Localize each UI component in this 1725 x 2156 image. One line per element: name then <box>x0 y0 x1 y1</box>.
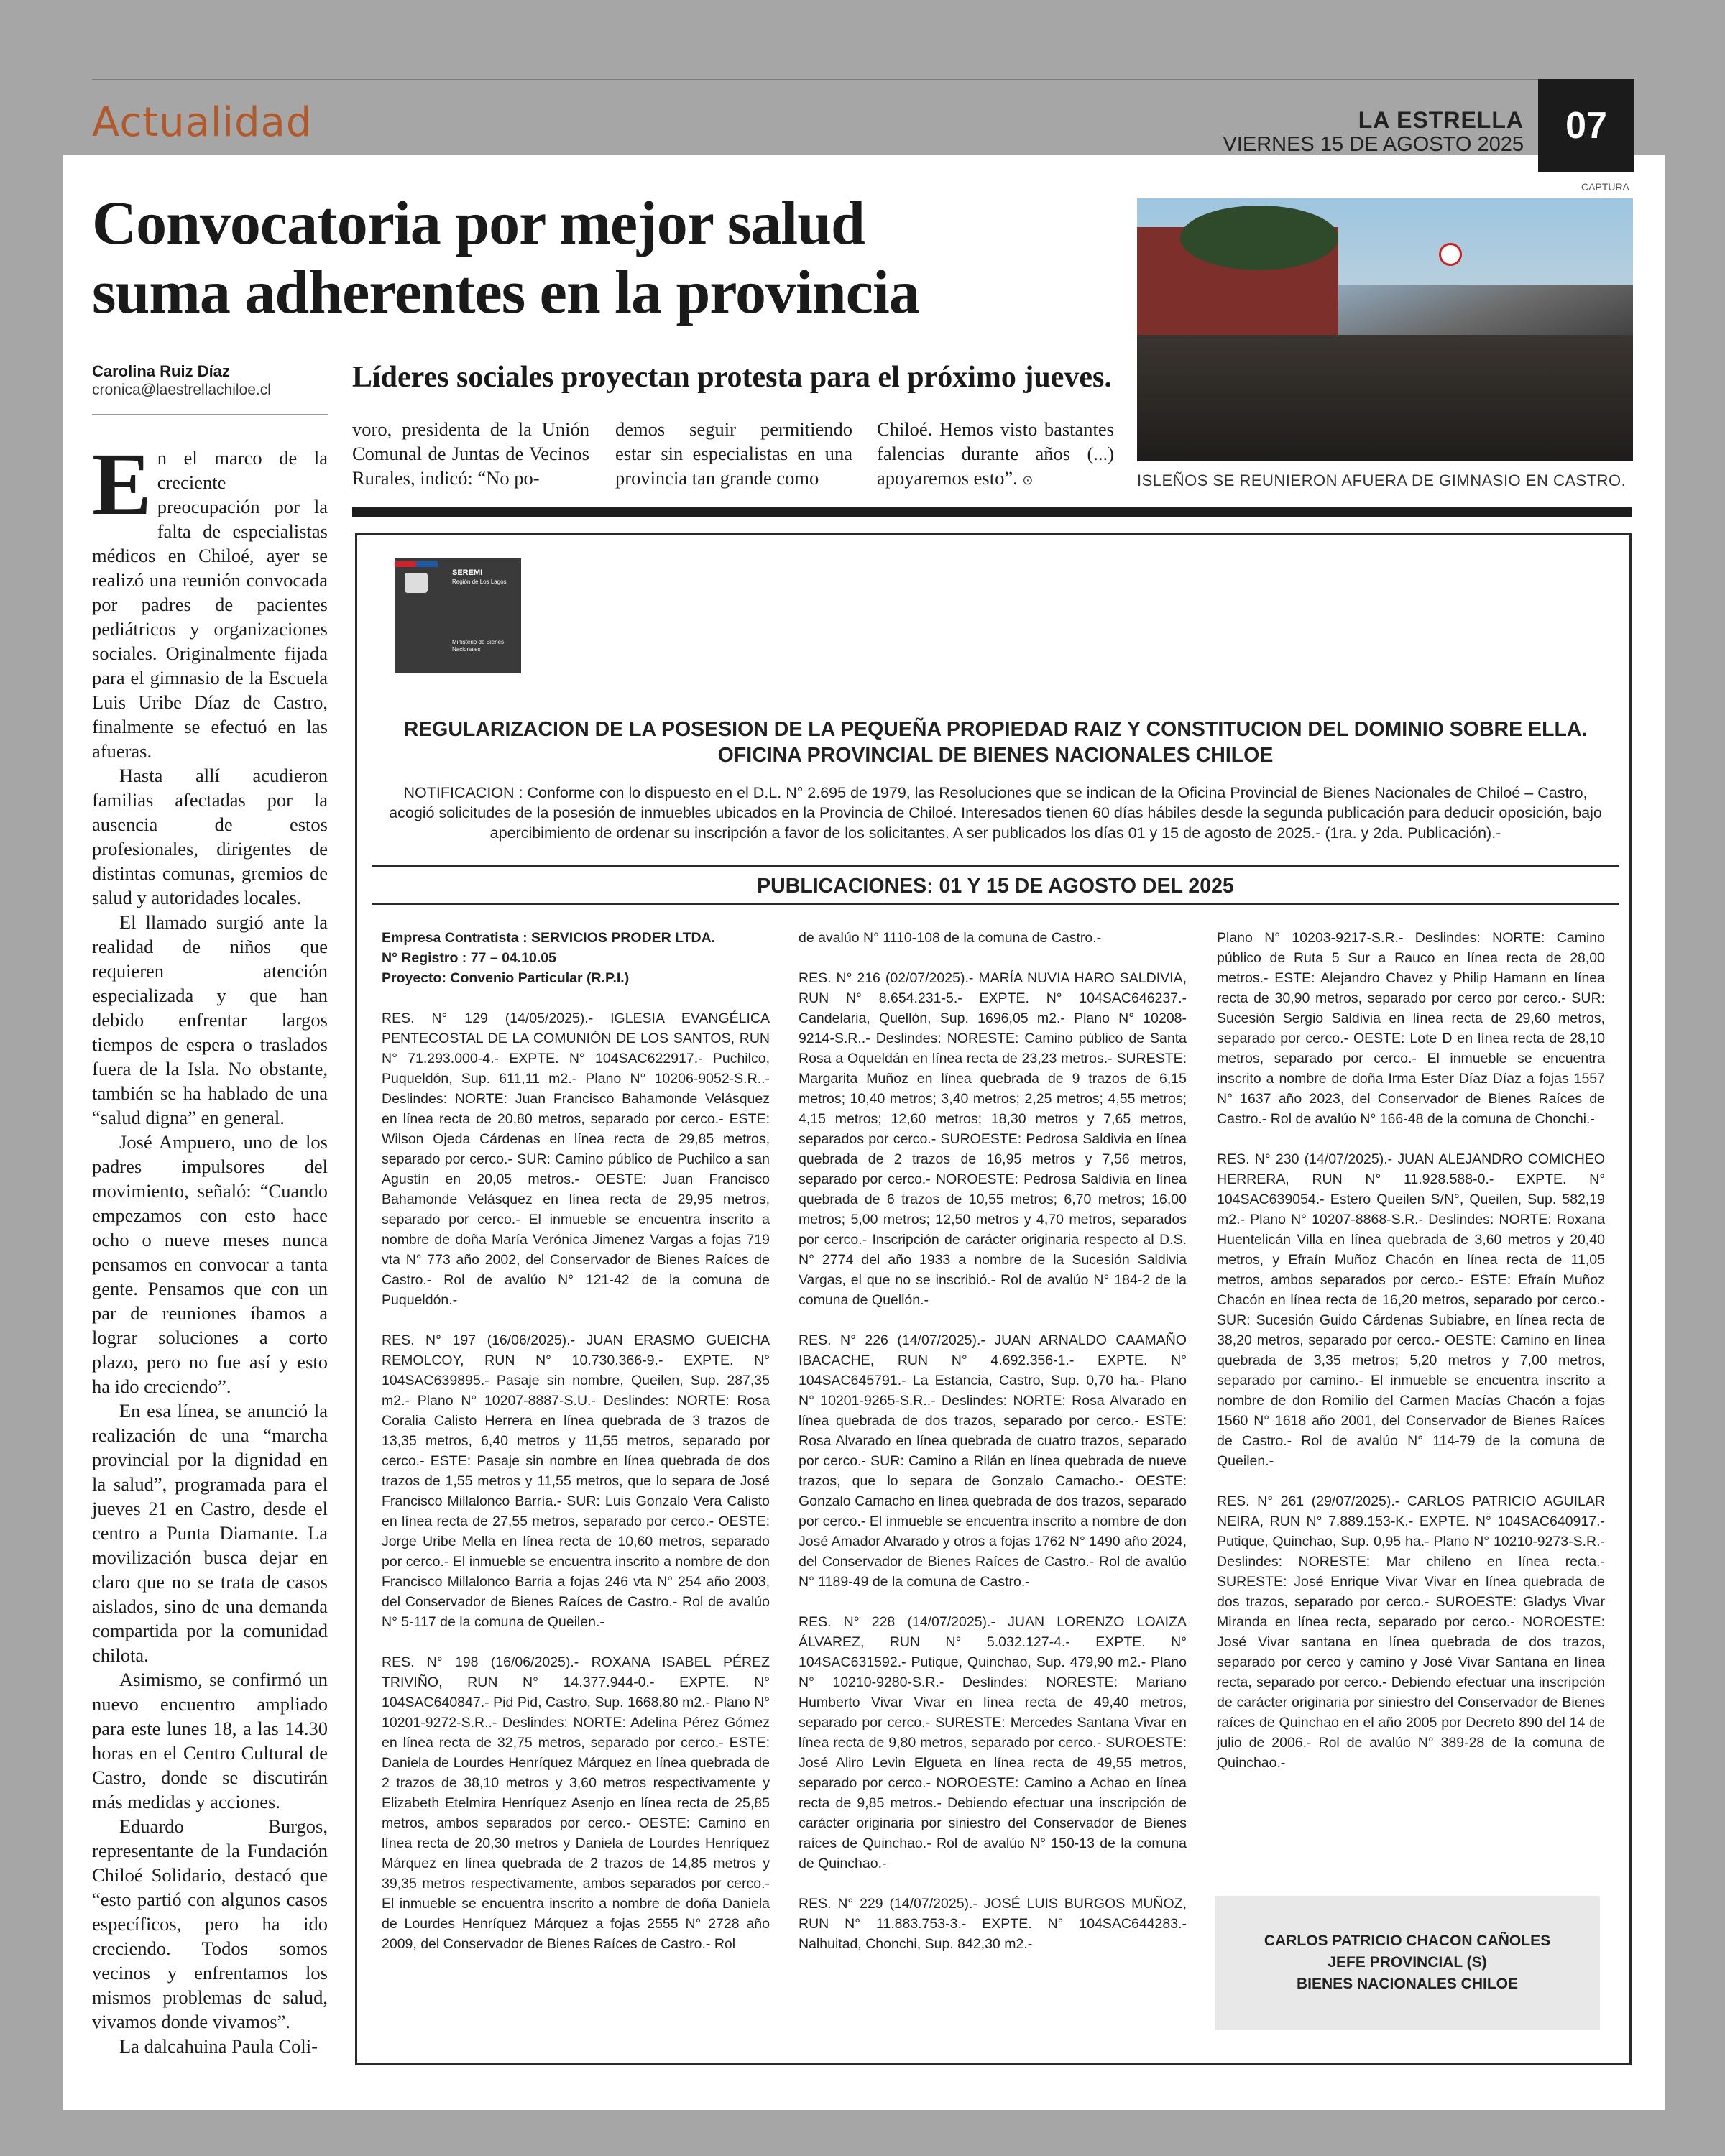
signature-box <box>1215 1896 1600 2030</box>
author-name: Carolina Ruiz Díaz <box>92 362 230 380</box>
resolution-261: RES. N° 261 (29/07/2025).- CARLOS PATRICIO AGUILAR NEIRA, RUN N° 7.889.153-K.- EXPTE. N° 104SAC640917.- Putique, Quinchao, Sup. 0,95 ha.- Plano N° 10210-9273-S.R.- Deslindes: NORESTE: Mar chileno en línea recta.- SURESTE: José Enrique Vivar Vivar en línea quebrada de dos trazos, separado por cerco.- SUROESTE: Gladys Vivar Miranda en línea recta, separado por cerco.- NOROESTE: José Vivar santana en línea quebrada de dos trazos, separado por cerco y camino y José Vivar Santana en línea recta, separado por cerco.- Debiendo efectuar una inscripción de carácter originaria por siniestro del Conservador de Bienes raíces de Quinchao en el año 2005 por Decreto 890 del 14 de julio de 2006.- Rol de avalúo N° 389-28 de la comuna de Quinchao.- <box>1217 1493 1605 1771</box>
logo-subtitle: Región de Los Lagos <box>452 579 507 585</box>
government-crest-icon <box>405 573 428 593</box>
headline <box>92 188 1141 326</box>
resolution-198: RES. N° 198 (16/06/2025).- ROXANA ISABEL PÉREZ TRIVIÑO, RUN N° 14.377.944-0.- EXPTE. N° 104SAC640847.- Pid Pid, Castro, Sup. 1668,80 m2.- Plano N° 10201-9272-S.R..- Deslindes: NORTE: Adelina Pérez Gómez en línea recta de 32,75 metros, separado por cerco.- ESTE: Daniela de Lourdes Henríquez Márquez en línea quebrada de 2 trazos de 38,10 metros y 3,60 metros respectivamente y Elizabeth Etelmira Henríquez Asenjo en línea recta de 25,85 metros, ambos separados por cerco.- OESTE: Camino en línea recta de 20,30 metros y Daniela de Lourdes Henríquez Márquez en línea quebrada de 2 trazos de 14,85 metros y 39,35 metros respectivamente, ambos separados por cerco.- El inmueble se encuentra inscrito a nombre de doña Daniela de Lourdes Henríquez Márquez a fojas 2555 N° 2728 año 2009, del Conservador de Bienes Raíces de Castro.- Rol <box>382 1654 770 1952</box>
continuation-column-2 <box>615 417 852 490</box>
page-number: 07 <box>1538 79 1634 172</box>
legal-notice-box <box>355 533 1632 2065</box>
paragraph-1 <box>92 435 328 763</box>
signer-name: CARLOS PATRICIO CHACON CAÑOLES <box>1264 1932 1551 1949</box>
project-line: Proyecto: Convenio Particular (R.P.I.) <box>382 970 630 986</box>
byline <box>92 362 271 400</box>
signer-role: JEFE PROVINCIAL (S) <box>1328 1954 1487 1971</box>
continuation-column-1 <box>352 417 589 490</box>
photo-caption: ISLEÑOS SE REUNIERON AFUERA DE GIMNASIO EN CASTRO. <box>1137 471 1627 489</box>
logo-flag-red <box>395 561 416 567</box>
logo-title: SEREMI <box>452 568 483 577</box>
resolution-216: RES. N° 216 (02/07/2025).- MARÍA NUVIA HARO SALDIVIA, RUN N° 8.654.231-5.- EXPTE. N° 104SAC646237.- Candelaria, Quellón, Sup. 1696,05 m2.- Plano N° 10208-9214-S.R..- Deslindes: NORESTE: Camino público de Santa Rosa a Oqueldán en línea recta de 23,23 metros.- SURESTE: Margarita Muñoz en línea quebrada de 9 trazos de 6,15 metros; 10,40 metros; 3,40 metros; 2,25 metros; 4,55 metros; 4,15 metros; 12,60 metros; 18,30 metros y 7,65 metros, separados por cerco.- SUROESTE: Pedrosa Saldivia en línea quebrada de 2 trazos de 16,95 metros y 7,56 metros, separado por cerco.- NOROESTE: Pedrosa Saldivia en línea quebrada de 6 trazos de 10,55 metros; 6,70 metros; 16,00 metros; 5,00 metros; 12,50 metros y 4,70 metros, separados por cerco.- Inscripción de carácter originaria respecto al D.S. N° 2774 del año 1933 a nombre de la Sucesión Saldivia Vargas, el que no se inscribió.- Rol de avalúo N° 184-2 de la comuna de Quellón.- <box>799 970 1187 1308</box>
notice-rule-bottom <box>372 903 1619 905</box>
headline-line-1: Convocatoria por mejor salud <box>92 188 865 257</box>
paragraph-7: Eduardo Burgos, representante de la Fundación Chiloé Solidario, destacó que “esto partió con algunos casos específicos, pero ha ido creciendo. Todos somos vecinos y enfrentamos los mismos problemas de salud, vivamos donde vivamos”. <box>92 1815 328 2032</box>
logo-ministry: Ministerio de Bienes Nacionales <box>452 639 505 653</box>
end-of-article-icon: ⊙ <box>1022 473 1034 488</box>
no-parking-sign-icon <box>1439 243 1462 266</box>
contractor-block <box>382 928 770 988</box>
notice-title <box>372 717 1619 768</box>
author-email: cronica@laestrellachiloe.cl <box>92 382 271 398</box>
article-photo <box>1137 198 1633 461</box>
paragraph-5: En esa línea, se anunció la realización de una “marcha provincial por la dignidad en la salud”, programada para el jueves 21 en Castro, desde el centro a Punta Diamante. La movilización busca dejar en claro que no se trata de casos aislados, sino de una demanda compartida por la comunidad chilota. <box>92 1400 328 1666</box>
resolution-229: RES. N° 229 (14/07/2025).- JOSÉ LUIS BURGOS MUÑOZ, RUN N° 11.883.753-3.- EXPTE. N° 104SAC644283.- Nalhuitad, Chonchi, Sup. 842,30 m2.- <box>799 1896 1187 1952</box>
paragraph-6: Asimismo, se confirmó un nuevo encuentro ampliado para este lunes 18, a las 14.30 horas en el Centro Cultural de Castro, donde se discutirán más medidas y acciones. <box>92 1669 328 1812</box>
article-bottom-rule <box>352 507 1632 517</box>
continuation-text-3: Chiloé. Hemos visto bastantes falencias durante años (...) apoyaremos esto”. <box>877 418 1114 489</box>
byline-rule <box>92 414 328 415</box>
resolution-197: RES. N° 197 (16/06/2025).- JUAN ERASMO GUEICHA REMOLCOY, RUN N° 10.730.366-9.- EXPTE. N° 104SAC639895.- Pasaje sin nombre, Queilen, Sup. 287,35 m2.- Plano N° 10207-8887-S.U.- Deslindes: NORTE: Rosa Coralia Calisto Herrera en línea quebrada de 3 trazos de 13,35 metros, 6,40 metros y 11,55 metros, separado por cerco.- ESTE: Pasaje sin nombre en línea quebrada de dos trazos de 1,55 metros y 11,55 metros, que lo separa de José Francisco Millalonco Barría.- SUR: Luis Gonzalo Vera Calisto en línea recta de 27,55 metros, separado por cerco.- OESTE: Jorge Uribe Mella en línea recta de 10,60 metros, separado por cerco.- El inmueble se encuentra inscrito a nombre de don Francisco Millalonco Barria a fojas 246 vta N° 254 año 2003, del Conservador de Bienes Raíces de Castro.- Rol de avalúo N° 5-117 de la comuna de Queilen.- <box>382 1332 770 1630</box>
resolution-226: RES. N° 226 (14/07/2025).- JUAN ARNALDO CAAMAÑO IBACACHE, RUN N° 4.692.356-1.- EXPTE. N° 104SAC645791.- La Estancia, Castro, Sup. 0,70 ha.- Plano N° 10201-9265-S.R..- Deslindes: NORTE: Rosa Alvarado en línea quebrada de dos trazos, separado por cerco.- ESTE: Rosa Alvarado en línea quebrada de cuatro trazos, separado por cerco.- SUR: Camino a Rilán en línea quebrada de nueve trazos, que lo separa de Gonzalo Camacho.- OESTE: Gonzalo Camacho en línea quebrada de dos trazos, separado por cerco.- El inmueble se encuentra inscrito a nombre de don José Amador Alvarado y otros a fojas 1762 N° 1490 año 2024, del Conservador de Bienes Raíces de Castro.- Rol de avalúo N° 1189-49 de la comuna de Castro.- <box>799 1332 1187 1590</box>
resolution-230: RES. N° 230 (14/07/2025).- JUAN ALEJANDRO COMICHEO HERRERA, RUN N° 11.928.588-0.- EXPTE. N° 104SAC639054.- Estero Queilen S/N°, Queilen, Sup. 582,19 m2.- Plano N° 10207-8868-S.R.- Deslindes: NORTE: Roxana Huentelicán Villa en línea quebrada de 3,60 metros y 20,40 metros, y Efraín Muñoz Chacón en línea recta de 11,05 metros, ambos separados por cerco.- ESTE: Efraín Muñoz Chacón en línea recta de 16,20 metros, separado por cerco.- SUR: Sucesión Guido Cárdenas Subiabre, en línea recta de 38,20 metros, separado por cerco.- OESTE: Camino en línea quebrada de 3,35 metros; 5,20 metros y 7,00 metros, separado por camino.- El inmueble se encuentra inscrito a nombre de don Romilio del Carmen Macías Chacón a fojas 1560 N° 1618 año 2001, del Conservador de Bienes Raíces de Castro.- Rol de avalúo N° 114-79 de la comuna de Queilen.- <box>1217 1151 1605 1469</box>
resolution-198-continued: de avalúo N° 1110-108 de la comuna de Castro.- <box>799 930 1102 946</box>
notice-title-line-1: REGULARIZACION DE LA POSESION DE LA PEQUEÑA PROPIEDAD RAIZ Y CONSTITUCION DEL DOMINIO SOBRE ELLA. <box>403 718 1588 741</box>
issue-date: VIERNES 15 DE AGOSTO 2025 <box>1223 133 1524 156</box>
notice-rule-top <box>372 865 1619 867</box>
headline-line-2: suma adherentes en la provincia <box>92 257 919 326</box>
newspaper-name: LA ESTRELLA <box>1358 107 1524 133</box>
notice-column-3 <box>1217 928 1605 1793</box>
section-label: Actualidad <box>92 99 313 146</box>
resolution-229-continued: Plano N° 10203-9217-S.R.- Deslindes: NORTE: Camino público de Ruta 5 Sur a Rauco en línea recta de 28,00 metros.- ESTE: Alejandro Chavez y Philip Hamann en línea recta de 30,90 metros, separado por cerco por cerco.- SUR: Sucesión Sergio Saldivia en línea recta de 29,60 metros, separado por cerco.- OESTE: Lote D en línea recta de 28,10 metros, separado por cerco.- El inmueble se encuentra inscrito a nombre de doña Irma Ester Díaz Díaz a fojas 1557 N° 1637 año 2023, del Conservador de Bienes Raíces de Castro.- Rol de avalúo N° 166-48 de la comuna de Chonchi.- <box>1217 930 1605 1127</box>
notice-title-line-2: OFICINA PROVINCIAL DE BIENES NACIONALES CHILOE <box>717 744 1274 767</box>
photo-trees <box>1180 206 1338 270</box>
photo-crowd <box>1137 335 1633 461</box>
photo-credit: CAPTURA <box>1581 181 1629 193</box>
resolution-129: RES. N° 129 (14/05/2025).- IGLESIA EVANGÉLICA PENTECOSTAL DE LA COMUNIÓN DE LOS SANTOS, RUN N° 71.293.000-4.- EXPTE. N° 104SAC622917.- Puchilco, Puqueldón, Sup. 611,11 m2.- Plano N° 10206-9052-S.R..- Deslindes: NORTE: Juan Francisco Bahamonde Velásquez en línea recta de 20,80 metros, separado por cerco.- ESTE: Wilson Ojeda Cárdenas en línea recta de 29,85 metros, separado por cerco.- SUR: Camino público de Puchilco a san Agustín en 20,05 metros.- OESTE: Juan Francisco Bahamonde Velásquez en línea recta de 29,95 metros, separado por cerco.- El inmueble se encuentra inscrito a nombre de doña María Verónica Jimenez Vargas a fojas 719 vta N° 773 año 2002, del Conservador de Bienes Raíces de Castro.- Rol de avalúo N° 121-42 de la comuna de Puqueldón.- <box>382 1010 770 1308</box>
paragraph-2: Hasta allí acudieron familias afectadas por la ausencia de estos profesionales, dirigentes de distintas comunas, gremios de salud y autoridades locales. <box>92 765 328 908</box>
seremi-logo <box>395 558 521 673</box>
notice-column-1 <box>382 928 770 1974</box>
masthead <box>1223 108 1524 157</box>
resolution-228: RES. N° 228 (14/07/2025).- JUAN LORENZO LOAIZA ÁLVAREZ, RUN N° 5.032.127-4.- EXPTE. N° 104SAC631592.- Putique, Quinchao, Sup. 479,90 m2.- Plano N° 10210-9280-S.R.- Deslindes: NORESTE: Mariano Humberto Vivar Vivar en línea recta de 49,40 metros, separado por cerco.- SURESTE: Mercedes Santana Vivar en línea recta de 9,80 metros, separado por cerco.- SUROESTE: José Aliro Levin Elgueta en línea recta de 49,55 metros, separado por cerco.- NOROESTE: Camino a Achao en línea recta de 9,85 metros.- Debiendo efectuar una inscripción de carácter originaria por siniestro del Conservador de Bienes raíces de Quinchao.- Rol de avalúo N° 150-13 de la comuna de Quinchao.- <box>799 1614 1187 1871</box>
registry-line: N° Registro : 77 – 04.10.05 <box>382 950 556 966</box>
paragraph-8: La dalcahuina Paula Coli- <box>119 2035 318 2057</box>
publication-dates: PUBLICACIONES: 01 Y 15 DE AGOSTO DEL 2025 <box>757 875 1234 898</box>
continuation-text-1: voro, presidenta de la Unión Comunal de Juntas de Vecinos Rurales, indicó: “No po- <box>352 418 589 489</box>
header-rule <box>92 79 1630 80</box>
paragraph-1-text: n el marco de la creciente preocupación por la falta de especialistas médicos en Chiloé, ayer se realizó una reunión convocada por padres de pacientes pediátricos y organizaciones sociales. Originalmente fijada para el gimnasio de la Escuela Luis Uribe Díaz de Castro, finalmente se efectuó en las afueras. <box>92 447 328 762</box>
continuation-column-3 <box>877 417 1114 493</box>
paragraph-4: José Ampuero, uno de los padres impulsores del movimiento, señaló: “Cuando empezamos con esto hace ocho o nueve meses nunca pensamos en convocar a tanta gente. Pensamos que con un par de reuniones íbamos a lograr soluciones a corto plazo, pero no fue así y esto ha ido creciendo”. <box>92 1131 328 1397</box>
drop-cap: E <box>92 435 152 533</box>
article-main-column <box>92 435 328 2058</box>
signer-office: BIENES NACIONALES CHILOE <box>1296 1976 1518 1992</box>
paragraph-3: El llamado surgió ante la realidad de niños que requieren atención especializada y que han debido enfrentar largos tiempos de espera o traslados fuera de la Isla. No obstante, también se ha hablado de una “salud digna” en general. <box>92 911 328 1128</box>
continuation-text-2: demos seguir permitiendo estar sin especialistas en una provincia tan grande como <box>615 418 852 489</box>
notification-text: NOTIFICACION : Conforme con lo dispuesto en el D.L. N° 2.695 de 1979, las Resoluciones que se indican de la Oficina Provincial de Bienes Nacionales de Chiloé – Castro, acogió solicitudes de la posesión de inmuebles ubicados en la Provincia de Chiloé. Interesados tienen 60 días hábiles desde la segunda publicación para deducir oposición, bajo apercibimiento de ordenar su inscripción a favor de los solicitantes. A ser publicados los días 01 y 15 de agosto de 2025.- (1ra. y 2da. Publicación).- <box>389 784 1602 842</box>
notice-column-2 <box>799 928 1187 1974</box>
subheadline: Líderes sociales proyectan protesta para el próximo jueves. <box>352 361 1112 394</box>
contractor-line: Empresa Contratista : SERVICIOS PRODER LTDA. <box>382 930 716 946</box>
